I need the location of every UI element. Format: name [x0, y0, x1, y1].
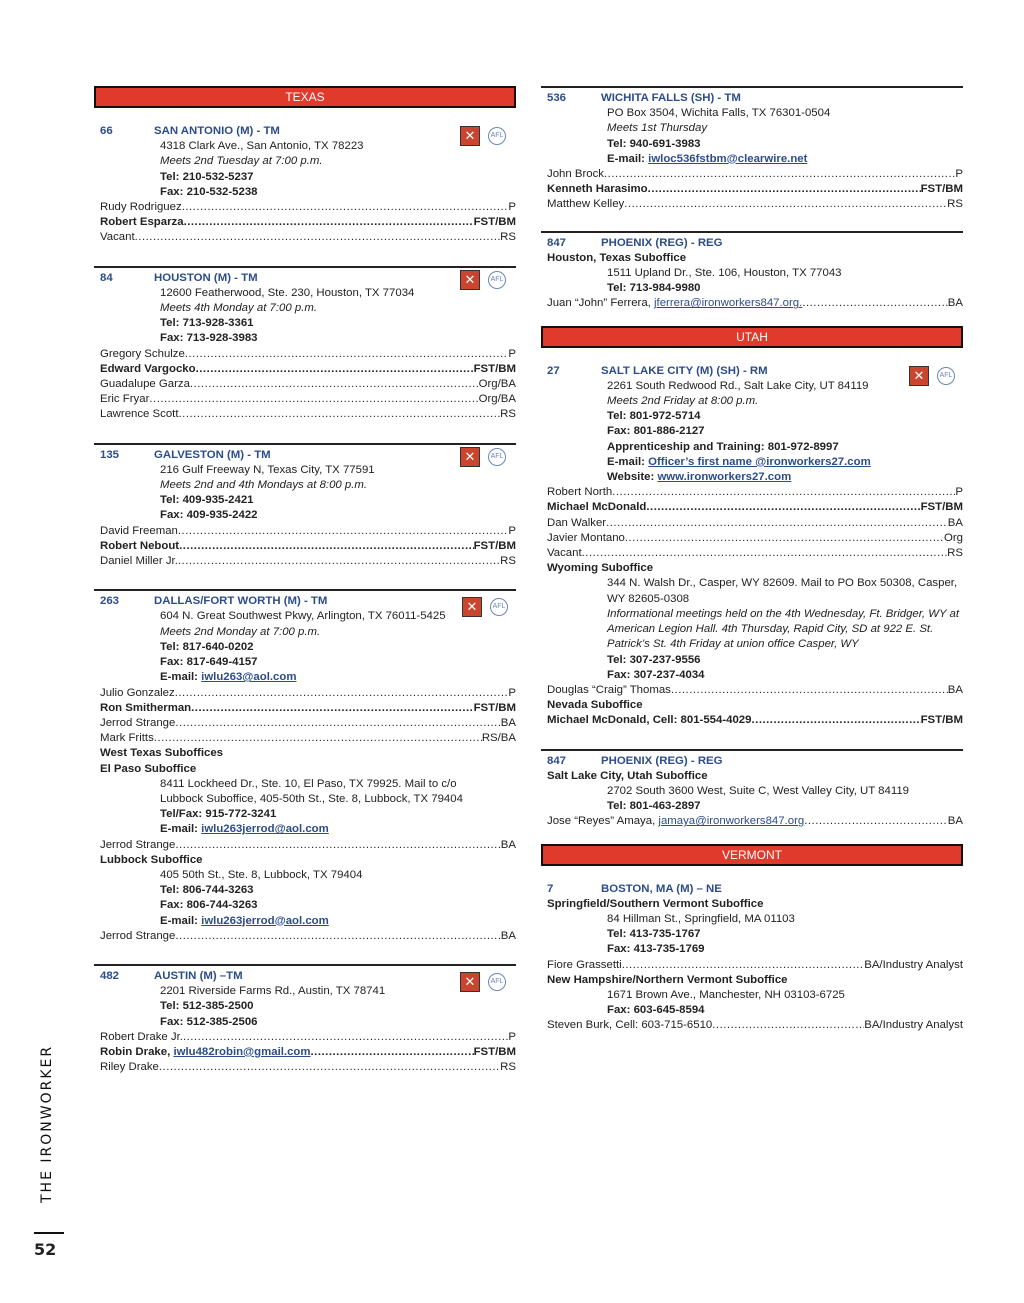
ironworkers-logo-icon: [460, 270, 480, 290]
suboffice-meeting: American Legion Hall. 4th Thursday, Rapid City, SD at 922 E. St.: [607, 623, 934, 636]
local-fax: Fax: 512-385-2506: [160, 1015, 258, 1028]
officer-row: Lawrence Scott ..... RS: [94, 407, 516, 422]
local-number: 135: [100, 448, 120, 461]
union-seal-icon: AFL: [488, 271, 506, 289]
officer-row: Robin Drake, iwlu482robin@gmail.com ..... FST/BM: [94, 1045, 516, 1060]
suboffice-fax: Fax: 603-645-8594: [607, 1004, 705, 1017]
suboffice-title: Wyoming Suboffice: [547, 562, 654, 575]
local-meeting: Meets 1st Thursday: [607, 122, 708, 135]
local-name: WICHITA FALLS (SH) - TM: [601, 92, 741, 104]
local-tel: Tel: 512-385-2500: [160, 1000, 254, 1013]
state-banner-utah: UTAH: [541, 326, 963, 348]
local-847-slc: [541, 749, 963, 830]
suboffice-address: WY 82605-0308: [607, 592, 690, 605]
officer-row: Jerrod Strange ..... BA: [94, 716, 516, 731]
officer-row: Gregory Schulze ..... P: [94, 347, 516, 362]
local-name: PHOENIX (REG) - REG: [601, 236, 723, 249]
officer-row: Fiore Grassetti ..... BA/Industry Analyst: [541, 958, 963, 973]
officer-row: Jerrod Strange ..... BA: [94, 838, 516, 853]
state-banner-vermont: VERMONT: [541, 844, 963, 866]
email-link[interactable]: iwlu263jerrod@aol.com: [201, 823, 329, 836]
local-fax: Fax: 801-886-2127: [607, 425, 705, 438]
local-number: 482: [100, 969, 120, 982]
local-fax: Fax: 817-649-4157: [160, 656, 258, 669]
local-number: 27: [547, 364, 560, 377]
local-meeting: Meets 2nd Tuesday at 7:00 p.m.: [160, 155, 323, 168]
ironworkers-logo-icon: [462, 597, 482, 617]
officer-row: Matthew Kelley ..... RS: [541, 197, 963, 212]
suboffice-address: 8411 Lockheed Dr., Ste. 10, El Paso, TX 79925. Mail to c/o: [160, 777, 457, 790]
local-address: 2201 Riverside Farms Rd., Austin, TX 78741: [160, 985, 386, 998]
local-name: HOUSTON (M) - TM: [154, 271, 258, 284]
union-seal-icon: AFL: [488, 127, 506, 145]
suboffice-fax: Fax: 307-237-4034: [607, 668, 705, 681]
local-address: 216 Gulf Freeway N, Texas City, TX 77591: [160, 463, 375, 476]
officer-row: Mark Fritts ..... RS/BA: [94, 731, 516, 746]
union-seal-icon: AFL: [490, 598, 508, 616]
suboffice-title: Houston, Texas Suboffice: [547, 251, 687, 264]
local-tel: Tel: 940-691-3983: [607, 137, 701, 150]
union-seal-icon: AFL: [937, 367, 955, 385]
local-website: Website: www.ironworkers27.com: [607, 471, 792, 484]
officer-row: Guadalupe Garza ..... Org/BA: [94, 377, 516, 392]
union-seal-icon: AFL: [488, 448, 506, 466]
officer-row: Robert North ..... P: [541, 485, 963, 500]
suboffice-tel: Tel: 413-735-1767: [607, 928, 701, 941]
local-name: AUSTIN (M) –TM: [154, 969, 243, 982]
local-number: 847: [547, 754, 567, 767]
officer-row: Riley Drake ..... RS: [94, 1060, 516, 1075]
officer-row: Robert Nebout ..... FST/BM: [94, 539, 516, 554]
ironworkers-logo-icon: [460, 126, 480, 146]
officer-row: Ron Smitherman ..... FST/BM: [94, 701, 516, 716]
officer-row: Kenneth Harasimo ..... FST/BM: [541, 182, 963, 197]
suboffice-tel: Tel: 713-984-9980: [607, 282, 701, 295]
email-link[interactable]: iwlu263@aol.com: [201, 671, 297, 684]
local-number: 7: [547, 882, 554, 895]
officer-row: Jerrod Strange ..... BA: [94, 929, 516, 944]
officer-row: Vacant ..... RS: [94, 230, 516, 245]
officer-row: Vacant ..... RS: [541, 546, 963, 561]
right-column: [541, 86, 963, 1034]
left-column: [94, 86, 516, 1075]
local-address: 2261 South Redwood Rd., Salt Lake City, UT 84119: [607, 379, 869, 392]
local-name: DALLAS/FORT WORTH (M) - TM: [154, 595, 328, 608]
local-tel: Tel: 713-928-3361: [160, 317, 254, 330]
suboffice-email: E-mail: iwlu263jerrod@aol.com: [160, 914, 329, 927]
local-tel: Tel: 801-972-5714: [607, 410, 701, 423]
local-66: [94, 124, 516, 246]
page-number: 52: [34, 1232, 64, 1259]
suboffice-title: El Paso Suboffice: [100, 762, 197, 775]
local-482: [94, 964, 516, 1075]
local-tel: Tel: 210-532-5237: [160, 170, 254, 183]
local-name: BOSTON, MA (M) – NE: [601, 882, 722, 895]
suboffice-fax: Fax: 806-744-3263: [160, 899, 258, 912]
union-seal-icon: AFL: [488, 973, 506, 991]
suboffice-address: 1511 Upland Dr., Ste. 106, Houston, TX 77043: [607, 267, 842, 280]
suboffice-title: Springfield/Southern Vermont Suboffice: [547, 897, 764, 910]
suboffice-tel: Tel: 806-744-3263: [160, 884, 254, 897]
suboffice-address: 405 50th St., Ste. 8, Lubbock, TX 79404: [160, 868, 363, 881]
local-address: 604 N. Great Southwest Pkwy, Arlington, TX 76011-5425: [160, 610, 446, 623]
local-847-houston: [541, 231, 963, 312]
local-meeting: Meets 2nd Friday at 8:00 p.m.: [607, 395, 759, 408]
officer-row: Daniel Miller Jr. ..... RS: [94, 554, 516, 569]
local-fax: Fax: 210-532-5238: [160, 185, 258, 198]
ironworkers-logo-icon: [460, 447, 480, 467]
local-tel: Tel: 409-935-2421: [160, 494, 254, 507]
ironworkers-logo-icon: [460, 972, 480, 992]
officer-row: Julio Gonzalez ..... P: [94, 686, 516, 701]
state-banner-texas: TEXAS: [94, 86, 516, 108]
local-email: E-mail: iwlu263@aol.com: [160, 671, 297, 684]
local-number: 84: [100, 271, 113, 284]
officer-row: John Brock ..... P: [541, 167, 963, 182]
email-link[interactable]: iwloc536fstbm@clearwire.net: [648, 152, 808, 165]
officer-row: Rudy Rodriguez ..... P: [94, 200, 516, 215]
local-number: 66: [100, 125, 113, 137]
email-link[interactable]: Officer’s first name @ironworkers27.com: [648, 455, 871, 468]
officer-row: David Freeman ..... P: [94, 524, 516, 539]
email-link[interactable]: iwlu482robin@gmail.com: [173, 1045, 311, 1058]
local-address: 12600 Featherwood, Ste. 230, Houston, TX 77034: [160, 286, 415, 299]
local-263: [94, 589, 516, 944]
officer-row: Steven Burk, Cell: 603-715-6510 ..... BA/Industry Analyst: [541, 1018, 963, 1033]
local-27: [541, 364, 963, 729]
local-135: [94, 443, 516, 570]
website-link[interactable]: www.ironworkers27.com: [657, 471, 792, 484]
local-84: [94, 266, 516, 423]
suboffice-fax: Fax: 413-735-1769: [607, 943, 705, 956]
local-address: 4318 Clark Ave., San Antonio, TX 78223: [160, 140, 364, 153]
suboffice-tel: Tel: 801-463-2897: [607, 800, 701, 813]
ironworkers-logo-icon: [909, 366, 929, 386]
local-536: [541, 86, 963, 213]
local-7: [541, 882, 963, 1034]
local-tel: Tel: 817-640-0202: [160, 640, 254, 653]
local-apprenticeship: Apprenticeship and Training: 801-972-8997: [607, 440, 839, 453]
suboffice-address: 1671 Brown Ave., Manchester, NH 03103-6725: [607, 988, 845, 1001]
suboffice-tel: Tel/Fax: 915-772-3241: [160, 808, 277, 821]
suboffice-title: Salt Lake City, Utah Suboffice: [547, 769, 708, 782]
officer-row: Robert Esparza ..... FST/BM: [94, 215, 516, 230]
local-number: 536: [547, 92, 567, 104]
officer-row: Douglas “Craig” Thomas ..... BA: [541, 683, 963, 698]
local-number: 847: [547, 236, 567, 249]
suboffice-title: New Hampshire/Northern Vermont Suboffice: [547, 973, 788, 986]
officer-row: Robert Drake Jr. ..... P: [94, 1030, 516, 1045]
email-link[interactable]: jferrera@ironworkers847.org.: [654, 297, 803, 310]
local-name: PHOENIX (REG) - REG: [601, 754, 723, 767]
local-name: SALT LAKE CITY (M) (SH) - RM: [601, 364, 768, 377]
officer-row: Jose “Reyes” Amaya, jamaya@ironworkers847.org ..... BA: [541, 814, 963, 829]
local-number: 263: [100, 595, 120, 608]
local-fax: Fax: 713-928-3983: [160, 332, 258, 345]
local-meeting: Meets 2nd and 4th Mondays at 8:00 p.m.: [160, 479, 368, 492]
local-name: GALVESTON (M) - TM: [154, 448, 271, 461]
suboffice-tel: Tel: 307-237-9556: [607, 653, 701, 666]
local-address: PO Box 3504, Wichita Falls, TX 76301-0504: [607, 107, 831, 120]
local-email: E-mail: iwloc536fstbm@clearwire.net: [607, 152, 808, 165]
magazine-title: THE IRONWORKER: [39, 1044, 55, 1203]
officer-row: Edward Vargocko ..... FST/BM: [94, 362, 516, 377]
officer-row: Michael McDonald ..... FST/BM: [541, 500, 963, 515]
suboffice-meeting: Patrick’s St. 4th Friday at union office Casper, WY: [607, 638, 859, 651]
officer-row: Javier Montano ..... Org: [541, 531, 963, 546]
suboffice-title: Lubbock Suboffice: [100, 853, 203, 866]
local-email: E-mail: Officer’s first name @ironworkers27.com: [607, 455, 871, 468]
officer-row: Eric Fryar ..... Org/BA: [94, 392, 516, 407]
officer-row: Michael McDonald, Cell: 801-554-4029 ..... FST/BM: [541, 713, 963, 728]
suboffice-address: 2702 South 3600 West, Suite C, West Valley City, UT 84119: [607, 784, 910, 797]
officer-row: Juan “John” Ferrera, jferrera@ironworkers847.org. ..... BA: [541, 296, 963, 311]
suboffice-email: E-mail: iwlu263jerrod@aol.com: [160, 823, 329, 836]
email-link[interactable]: jamaya@ironworkers847.org: [658, 815, 805, 828]
officer-row: Dan Walker ..... BA: [541, 516, 963, 531]
local-meeting: Meets 4th Monday at 7:00 p.m.: [160, 302, 318, 315]
email-link[interactable]: iwlu263jerrod@aol.com: [201, 914, 329, 927]
suboffice-title: Nevada Suboffice: [547, 699, 643, 712]
local-fax: Fax: 409-935-2422: [160, 509, 258, 522]
suboffice-heading: West Texas Suboffices: [100, 747, 224, 760]
local-name: SAN ANTONIO (M) - TM: [154, 125, 280, 137]
suboffice-address: Lubbock Suboffice, 405-50th St., Ste. 8, Lubbock, TX 79404: [160, 792, 463, 805]
local-meeting: Meets 2nd Monday at 7:00 p.m.: [160, 625, 321, 638]
suboffice-address: 84 Hillman St., Springfield, MA 01103: [607, 912, 795, 925]
suboffice-address: 344 N. Walsh Dr., Casper, WY 82609. Mail to PO Box 50308, Casper,: [607, 577, 958, 590]
suboffice-meeting: Informational meetings held on the 4th Wednesday, Ft. Bridger, WY at: [607, 607, 960, 620]
